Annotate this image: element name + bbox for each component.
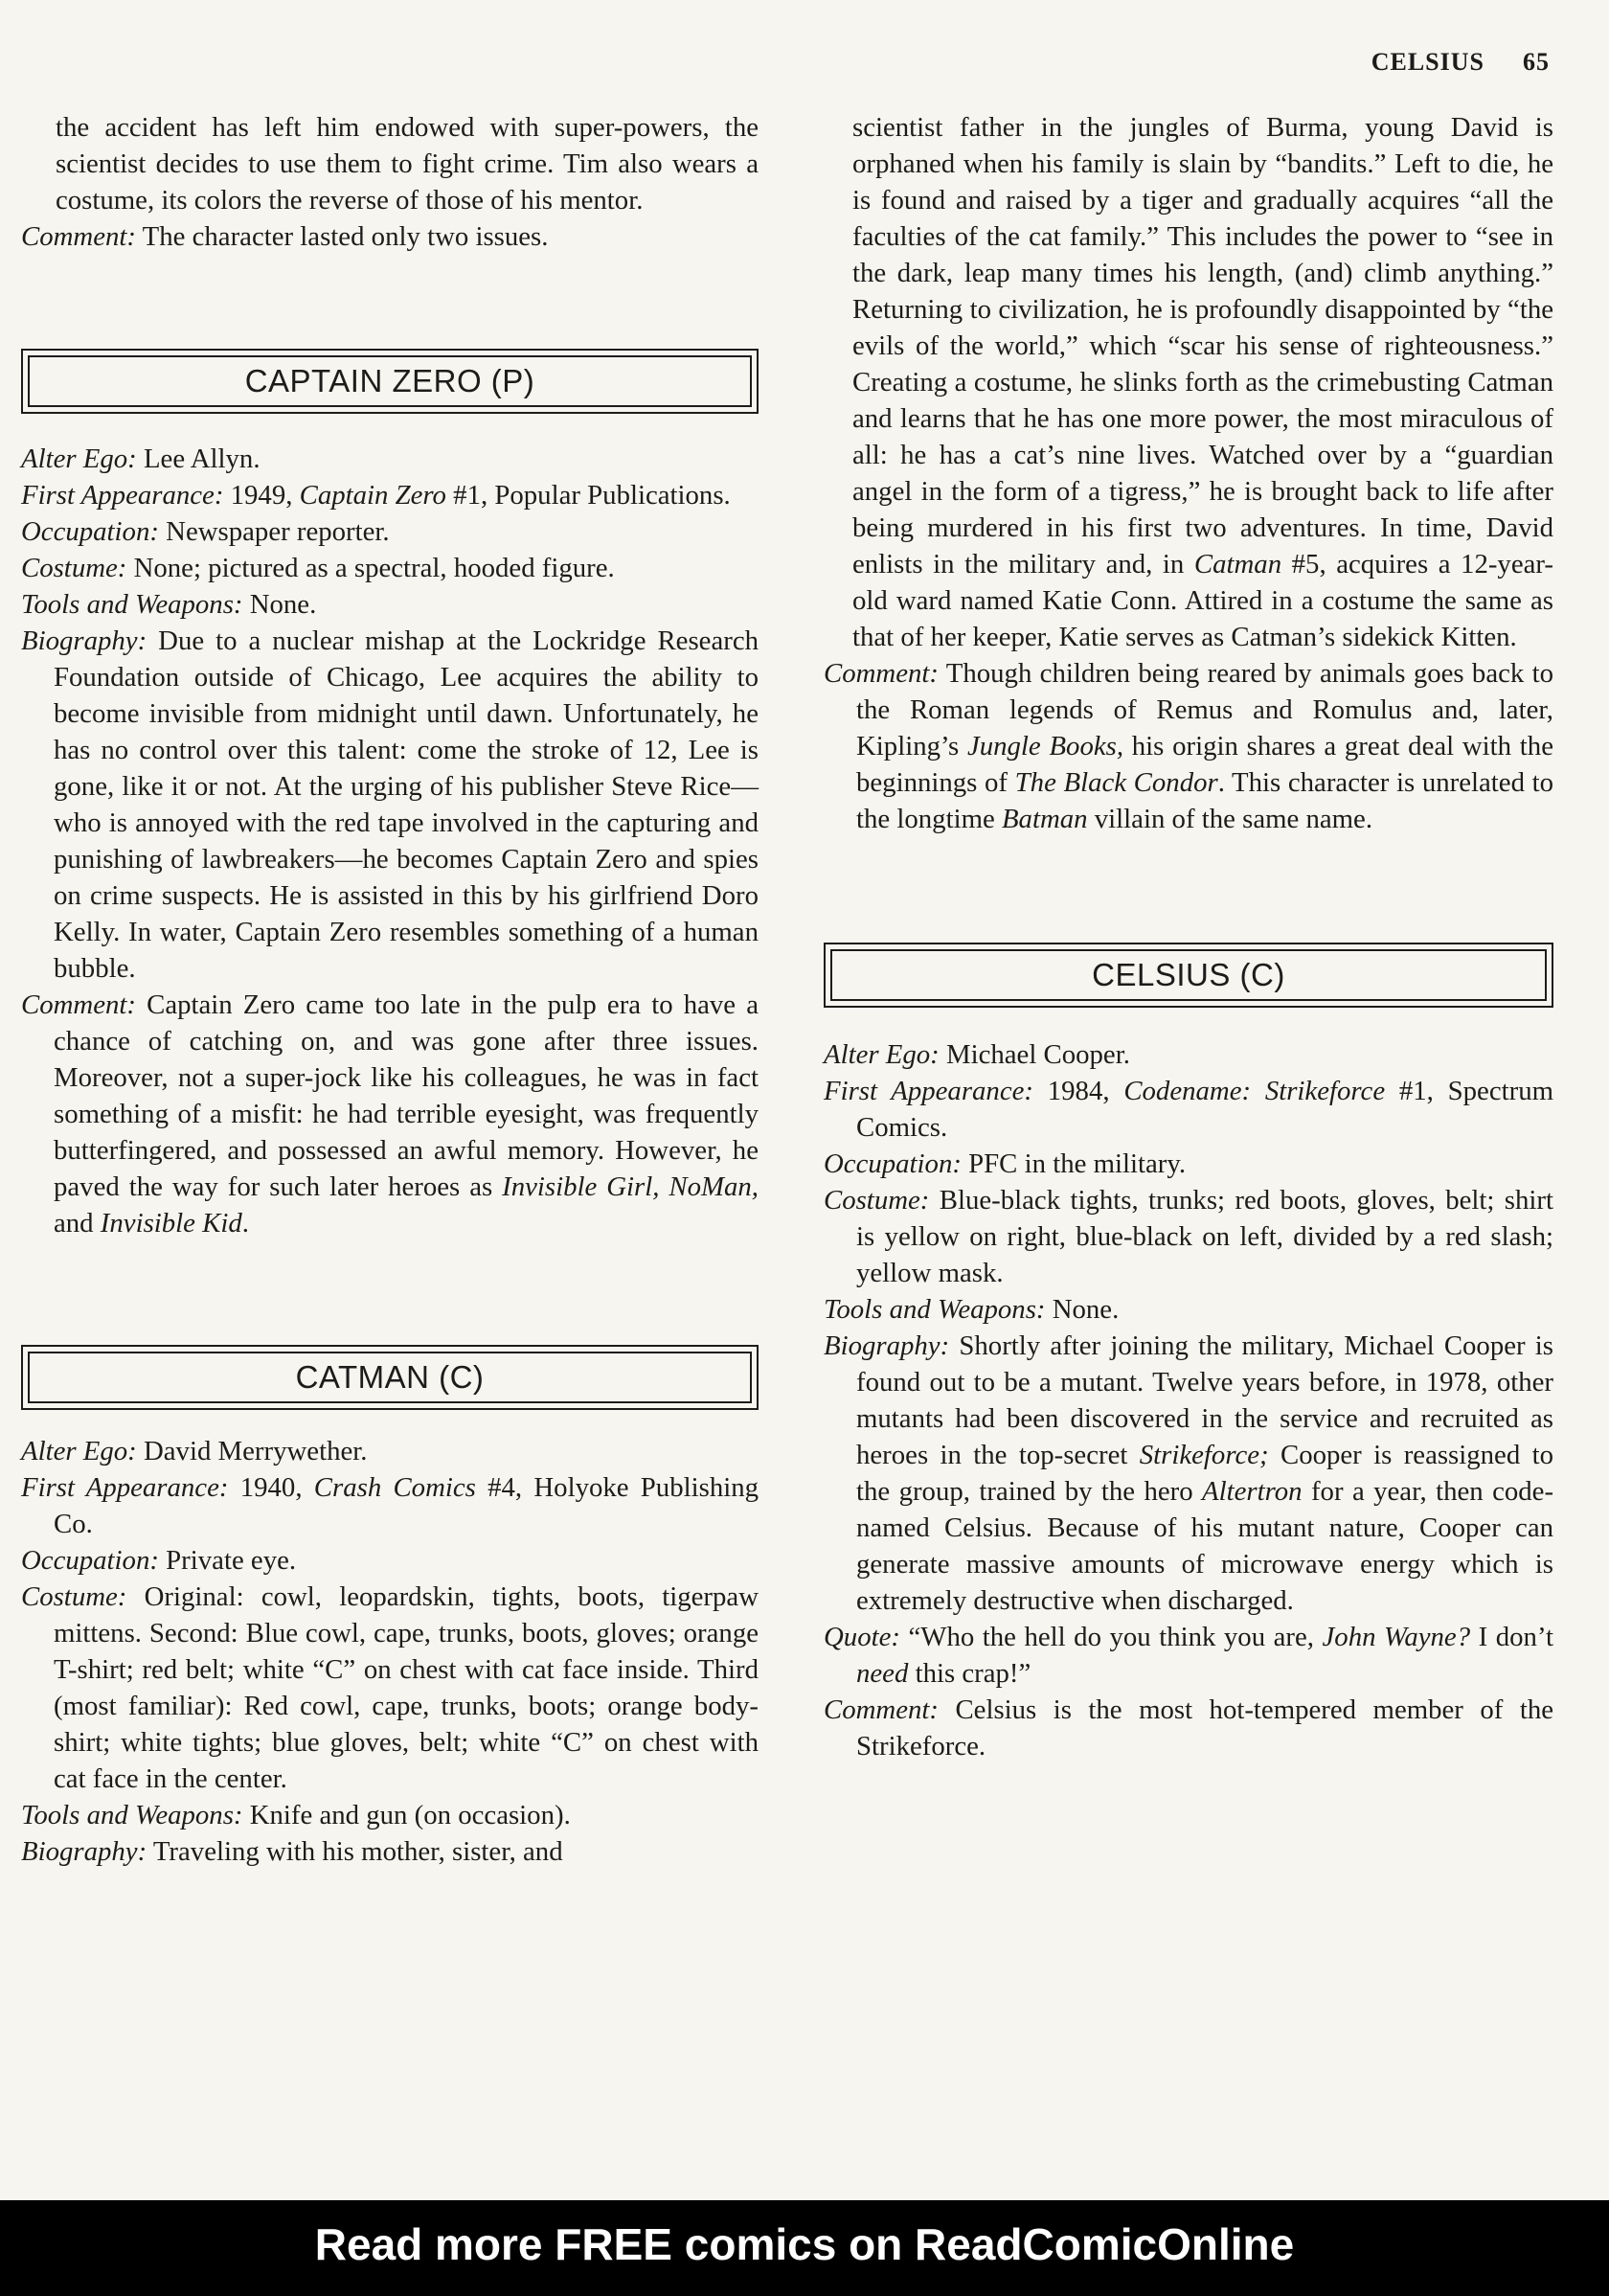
biography: Biography: Traveling with his mother, sister, and [21, 1836, 563, 1867]
promo-banner[interactable] [0, 2200, 1609, 2296]
page-header [1371, 48, 1550, 77]
running-head: CELSIUS [1371, 48, 1484, 76]
comment: Comment: Captain Zero came too late in the pulp era to have a chance of catching on, and was gone after three issues. Moreover, not a super-jock like his colleagues, he was in fact something of a misfit: he had terrible eyesight, was frequently butterfingered, and possessed an awful memory. However, he paved the way for such later heroes as Invisible Girl, NoMan, and Invisible Kid. [21, 989, 759, 1239]
first-appearance: First Appearance: 1940, Crash Comics #4, Holyoke Publishing Co. [21, 1472, 759, 1539]
tools-and-weapons: Tools and Weapons: Knife and gun (on occasion). [21, 1800, 571, 1830]
first-appearance: First Appearance: 1949, Captain Zero #1, Popular Publications. [21, 480, 731, 511]
costume: Costume: None; pictured as a spectral, hooded figure. [21, 553, 615, 583]
right-column [824, 109, 1553, 1764]
alter-ego: Alter Ego: David Merrywether. [21, 1436, 368, 1466]
occupation: Occupation: PFC in the military. [824, 1148, 1187, 1179]
entry-title: CELSIUS (C) [830, 949, 1547, 1001]
biography: Biography: Due to a nuclear mishap at the Lockridge Research Foundation outside of Chicago, Lee acquires the ability to become invisible from midnight until dawn. Unfortunately, he has no control over this talent: come the stroke of 12, Lee is gone, like it or not. At the urging of his publisher Steve Rice—who is annoyed with the red tape involved in the capturing and punishing of lawbreakers—he becomes Captain Zero and spies on crime suspects. He is assisted in this by his girlfriend Doro Kelly. In water, Captain Zero resembles something of a human bubble. [21, 625, 759, 984]
continued-comment: Comment: The character lasted only two issues. [21, 221, 549, 252]
catman-biography-continued: scientist father in the jungles of Burma, young David is orphaned when his family is slain by “bandits.” Left to die, he is found and raised by a tiger and gradually acquires “all the faculties of the cat family.” This includes the power to “see in the dark, leap many times his length, (and) climb anything.” Returning to civilization, he is profoundly disappointed by “the evils of the world,” which “scar his sense of righteousness.” Creating a costume, he slinks forth as the crimebusting Catman and learns that he has one more power, the most miraculous of all: he has a cat’s nine lives. Watched over by a “guardian angel in the form of a tigress,” he is brought back to life after being murdered in his first two adventures. In time, David enlists in the military and, in Catman #5, acquires a 12-year-old ward named Katie Conn. Attired in a costume the same as that of her keeper, Katie serves as Catman’s sidekick Kitten. [852, 112, 1553, 652]
continued-text: the accident has left him endowed with super-powers, the scientist decides to use them to fight crime. Tim also wears a costume, its colors the reverse of those of his mentor. [56, 112, 759, 216]
occupation: Occupation: Private eye. [21, 1545, 297, 1576]
first-appearance: First Appearance: 1984, Codename: Strikeforce #1, Spectrum Comics. [824, 1076, 1554, 1143]
page-number: 65 [1523, 48, 1550, 76]
alter-ego: Alter Ego: Lee Allyn. [21, 443, 261, 474]
biography: Biography: Shortly after joining the military, Michael Cooper is found out to be a mutant. Twelve years before, in 1978, other mutants had been discovered in the service and recruited as heroes in the top-secret Strikeforce; Cooper is reassigned to the group, trained by the hero Altertron for a year, then code-named Celsius. Because of his mutant nature, Cooper can generate massive amounts of microwave energy which is extremely destructive when discharged. [824, 1330, 1554, 1616]
comment: Comment: Celsius is the most hot-tempered member of the Strikeforce. [824, 1694, 1554, 1762]
alter-ego: Alter Ego: Michael Cooper. [824, 1039, 1130, 1070]
celsius-heading [824, 943, 1553, 1008]
costume: Costume: Blue-black tights, trunks; red boots, gloves, belt; shirt is yellow on right, blue-black on left, divided by a red slash; yellow mask. [824, 1185, 1553, 1288]
captain-zero-heading [21, 349, 759, 414]
entry-title: CAPTAIN ZERO (P) [28, 355, 752, 407]
occupation: Occupation: Newspaper reporter. [21, 516, 390, 547]
left-column [21, 109, 759, 1870]
comment: Comment: Though children being reared by animals goes back to the Roman legends of Remus and Romulus and, later, Kipling’s Jungle Books, his origin shares a great deal with the beginnings of The Black Condor. This character is unrelated to the longtime Batman villain of the same name. [824, 658, 1554, 834]
entry-title: CATMAN (C) [28, 1352, 752, 1403]
promo-banner-text[interactable]: Read more FREE comics on ReadComicOnline [314, 2219, 1295, 2269]
costume: Costume: Original: cowl, leopardskin, tights, boots, tigerpaw mittens. Second: Blue cowl, cape, trunks, boots, gloves; orange T-shirt; red belt; white “C” on chest with cat face inside. Third (most familiar): Red cowl, cape, trunks, boots; orange bodyshirt; white tights; blue gloves, belt; white “C” on chest with cat face in the center. [21, 1581, 759, 1794]
catman-heading [21, 1345, 759, 1410]
quote: Quote: “Who the hell do you think you are, John Wayne? I don’t need this crap!” [824, 1622, 1554, 1689]
tools-and-weapons: Tools and Weapons: None. [824, 1294, 1120, 1325]
tools-and-weapons: Tools and Weapons: None. [21, 589, 317, 620]
